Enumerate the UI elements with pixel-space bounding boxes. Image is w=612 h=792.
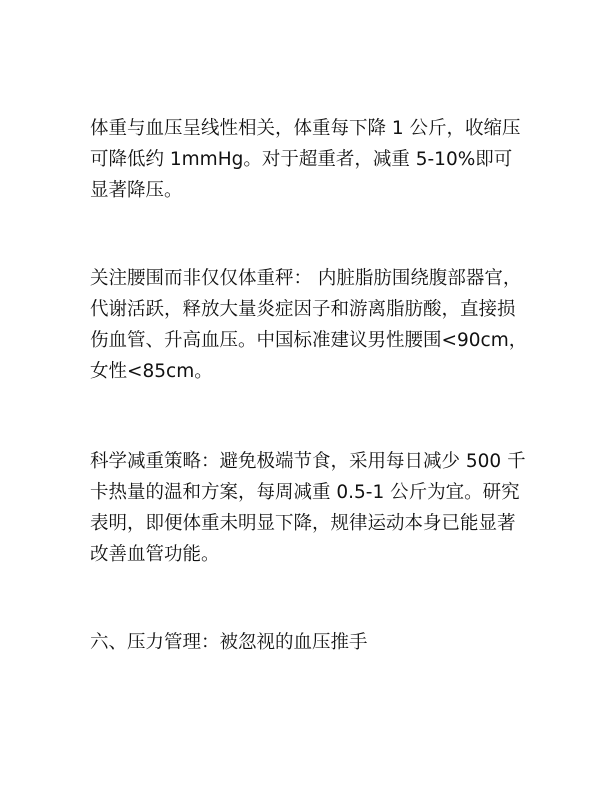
section-heading-stress-management: 六、压力管理：被忽视的血压推手: [90, 632, 368, 653]
paragraph-weight-loss-strategy: 科学减重策略：避免极端节食，采用每日减少 500 千卡热量的温和方案，每周减重 0.5-1 公斤为宜。研究表明，即便体重未明显下降，规律运动本身已能显著改善血管功能。: [90, 451, 526, 565]
paragraph-waist-circumference: 关注腰围而非仅仅体重秤： 内脏脂肪围绕腹部器官，代谢活跃，释放大量炎症因子和游离脂肪酸，直接损伤血管、升高血压。中国标准建议男性腰围<90cm，女性<85cm。: [90, 268, 528, 382]
paragraph-weight-blood-pressure: 体重与血压呈线性相关，体重每下降 1 公斤，收缩压可降低约 1mmHg。对于超重者，减重 5-10%即可显著降压。: [90, 118, 521, 201]
